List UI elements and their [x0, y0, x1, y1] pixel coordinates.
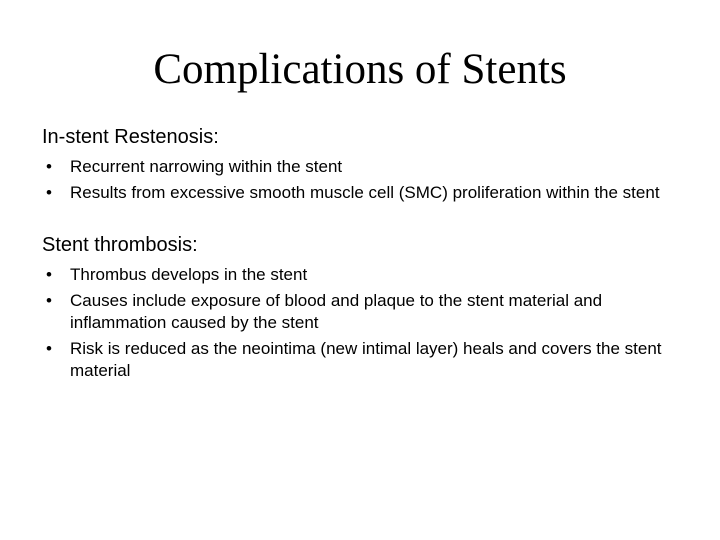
slide-title: Complications of Stents — [153, 46, 567, 93]
section-in-stent-restenosis — [42, 124, 682, 204]
bullet-item — [42, 156, 682, 178]
section-stent-thrombosis — [42, 232, 682, 382]
bullet-icon: • — [46, 339, 52, 358]
section-divider-space — [42, 208, 682, 232]
bullet-icon: • — [46, 183, 52, 202]
slide-content — [42, 124, 682, 386]
bullet-text: Causes include exposure of blood and plaque to the stent material and inflammation caused by the stent — [70, 291, 603, 332]
bullet-item — [42, 264, 682, 286]
bullet-icon: • — [46, 291, 52, 310]
bullet-icon: • — [46, 265, 52, 284]
bullet-text: Recurrent narrowing within the stent — [70, 157, 343, 176]
bullet-text: Risk is reduced as the neointima (new intimal layer) heals and covers the stent material — [70, 339, 662, 380]
bullet-list — [42, 156, 682, 204]
bullet-item — [42, 182, 682, 204]
section-heading: In-stent Restenosis: — [42, 126, 219, 148]
section-heading: Stent thrombosis: — [42, 234, 198, 256]
bullet-icon: • — [46, 157, 52, 176]
bullet-item — [42, 290, 682, 334]
bullet-list — [42, 264, 682, 382]
bullet-item — [42, 338, 682, 382]
bullet-text: Thrombus develops in the stent — [70, 265, 308, 284]
bullet-text: Results from excessive smooth muscle cell (SMC) proliferation within the stent — [70, 183, 660, 202]
